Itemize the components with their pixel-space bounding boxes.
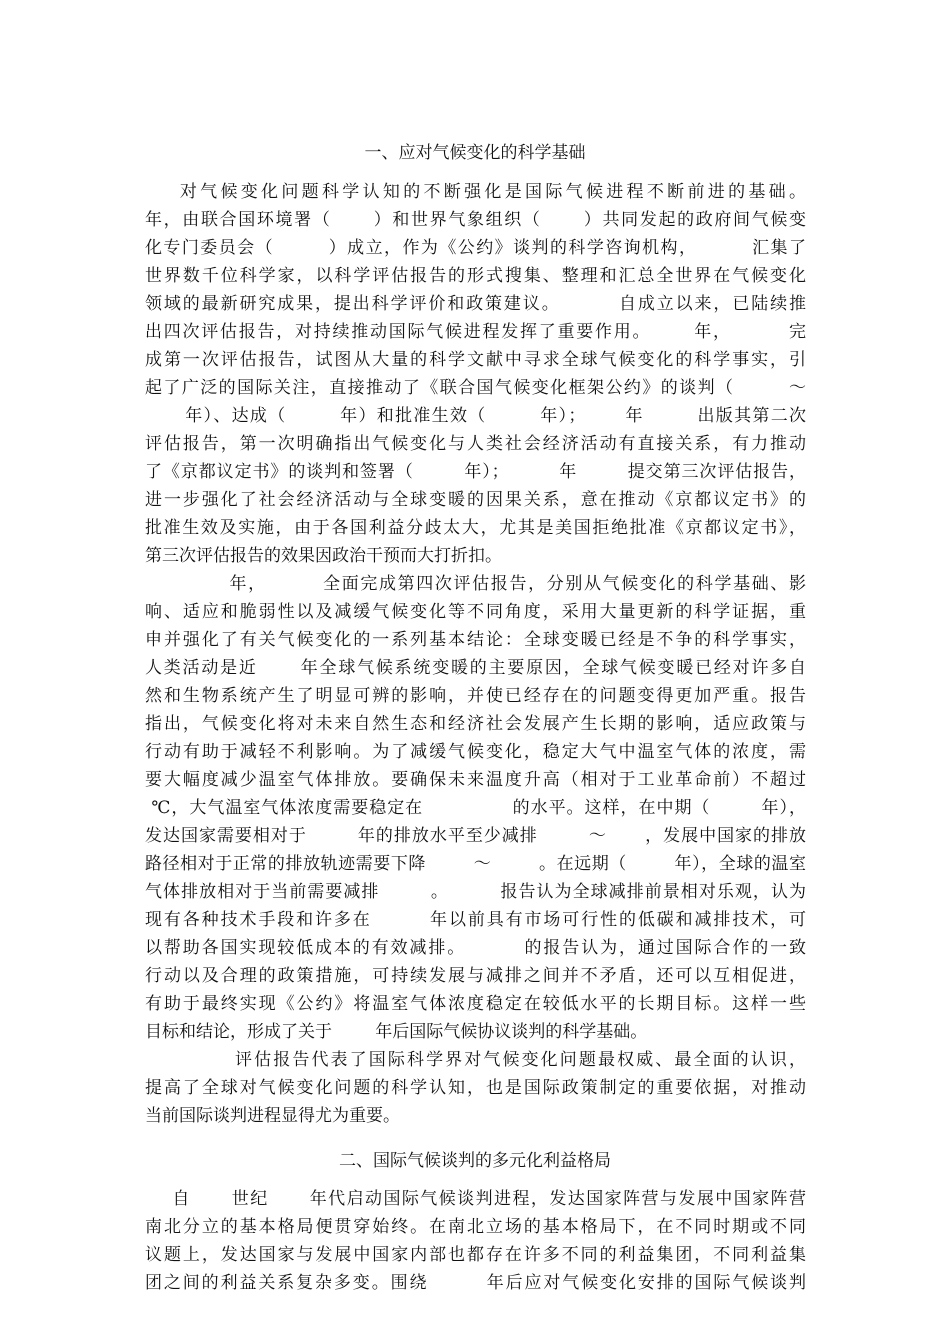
text-line: 提高了全球对气候变化问题的科学认知，也是国际政策制定的重要依据，对推动 — [145, 1078, 806, 1098]
text-line: 现有各种技术手段和许多在 年以前具有市场可行性的低碳和减排技术，可 — [145, 910, 806, 930]
text-line: 进一步强化了社会经济活动与全球变暖的因果关系，意在推动《京都议定书》的 — [145, 490, 806, 510]
text-line: 要大幅度减少温室气体排放。要确保未来温度升高（相对于工业革命前）不超过 — [145, 770, 806, 790]
section-2-heading: 二、国际气候谈判的多元化利益格局 — [339, 1151, 611, 1171]
text-line: 化专门委员会（ ）成立，作为《公约》谈判的科学咨询机构， 汇集了 — [145, 238, 806, 258]
text-line: 年）、达成（ 年）和批准生效（ 年）； 年 出版其第二次 — [145, 406, 806, 426]
text-line: 评估报告，第一次明确指出气候变化与人类社会经济活动有直接关系，有力推动 — [145, 434, 806, 454]
text-line: 议题上，发达国家与发展中国家内部也都存在许多不同的利益集团，不同利益集 — [145, 1245, 806, 1265]
text-line: 以帮助各国实现较低成本的有效减排。 的报告认为，通过国际合作的一致 — [145, 938, 806, 958]
text-line: 南北分立的基本格局便贯穿始终。在南北立场的基本格局下，在不同时期或不同 — [145, 1217, 806, 1237]
text-line: 年，由联合国环境署（ ）和世界气象组织（ ）共同发起的政府间气候变 — [145, 210, 806, 230]
text-line: 目标和结论，形成了关于 年后国际气候协议谈判的科学基础。 — [145, 1022, 648, 1042]
text-line: 世界数千位科学家，以科学评估报告的形式搜集、整理和汇总全世界在气候变化 — [145, 266, 806, 286]
text-line: 指出，气候变化将对未来自然生态和经济社会发展产生长期的影响，适应政策与 — [145, 714, 806, 734]
text-line: 出四次评估报告，对持续推动国际气候进程发挥了重要作用。 年， 完 — [145, 322, 806, 342]
text-line: 路径相对于正常的排放轨迹需要下降 ～ 。在远期（ 年），全球的温室 — [145, 854, 806, 874]
text-line: 评估报告代表了国际科学界对气候变化问题最权威、最全面的认识， — [145, 1050, 806, 1070]
text-line: 然和生物系统产生了明显可辨的影响，并使已经存在的问题变得更加严重。报告 — [145, 686, 806, 706]
text-line: 起了广泛的国际关注，直接推动了《联合国气候变化框架公约》的谈判（ ～ — [145, 378, 806, 398]
text-line: 人类活动是近 年全球气候系统变暖的主要原因，全球气候变暖已经对许多自 — [145, 658, 806, 678]
text-line: 第三次评估报告的效果因政治干预而大打折扣。 — [145, 546, 502, 566]
text-line: 团之间的利益关系复杂多变。围绕 年后应对气候变化安排的国际气候谈判 — [145, 1273, 806, 1293]
text-line: 气体排放相对于当前需要减排 。 报告认为全球减排前景相对乐观，认为 — [145, 882, 806, 902]
text-line: 批准生效及实施，由于各国利益分歧太大，尤其是美国拒绝批准《京都议定书》， — [145, 518, 806, 538]
text-line: 申并强化了有关气候变化的一系列基本结论：全球变暖已经是不争的科学事实， — [145, 630, 806, 650]
text-line: 年， 全面完成第四次评估报告，分别从气候变化的科学基础、影 — [145, 574, 806, 594]
text-line: 响、适应和脆弱性以及减缓气候变化等不同角度，采用大量更新的科学证据，重 — [145, 602, 806, 622]
section-1-heading: 一、应对气候变化的科学基础 — [364, 143, 586, 163]
text-line: 发达国家需要相对于 年的排放水平至少减排 ～ ，发展中国家的排放 — [145, 826, 806, 846]
text-line: 了《京都议定书》的谈判和签署（ 年）； 年 提交第三次评估报告， — [145, 462, 806, 482]
text-line: 行动以及合理的政策措施，可持续发展与减排之间并不矛盾，还可以互相促进， — [145, 966, 806, 986]
text-line: 对气候变化问题科学认知的不断强化是国际气候进程不断前进的基础。 — [145, 182, 806, 202]
text-line: 成第一次评估报告，试图从大量的科学文献中寻求全球气候变化的科学事实，引 — [145, 350, 806, 370]
text-line: ℃，大气温室气体浓度需要稳定在 的水平。这样，在中期（ 年）， — [145, 798, 806, 818]
text-line: 当前国际谈判进程显得尤为重要。 — [145, 1106, 400, 1126]
text-line: 有助于最终实现《公约》将温室气体浓度稳定在较低水平的长期目标。这样一些 — [145, 994, 806, 1014]
text-line: 自 世纪 年代启动国际气候谈判进程，发达国家阵营与发展中国家阵营 — [145, 1189, 806, 1209]
text-line: 领域的最新研究成果，提出科学评价和政策建议。 自成立以来，已陆续推 — [145, 294, 806, 314]
text-line: 行动有助于减轻不利影响。为了减缓气候变化，稳定大气中温室气体的浓度，需 — [145, 742, 806, 762]
